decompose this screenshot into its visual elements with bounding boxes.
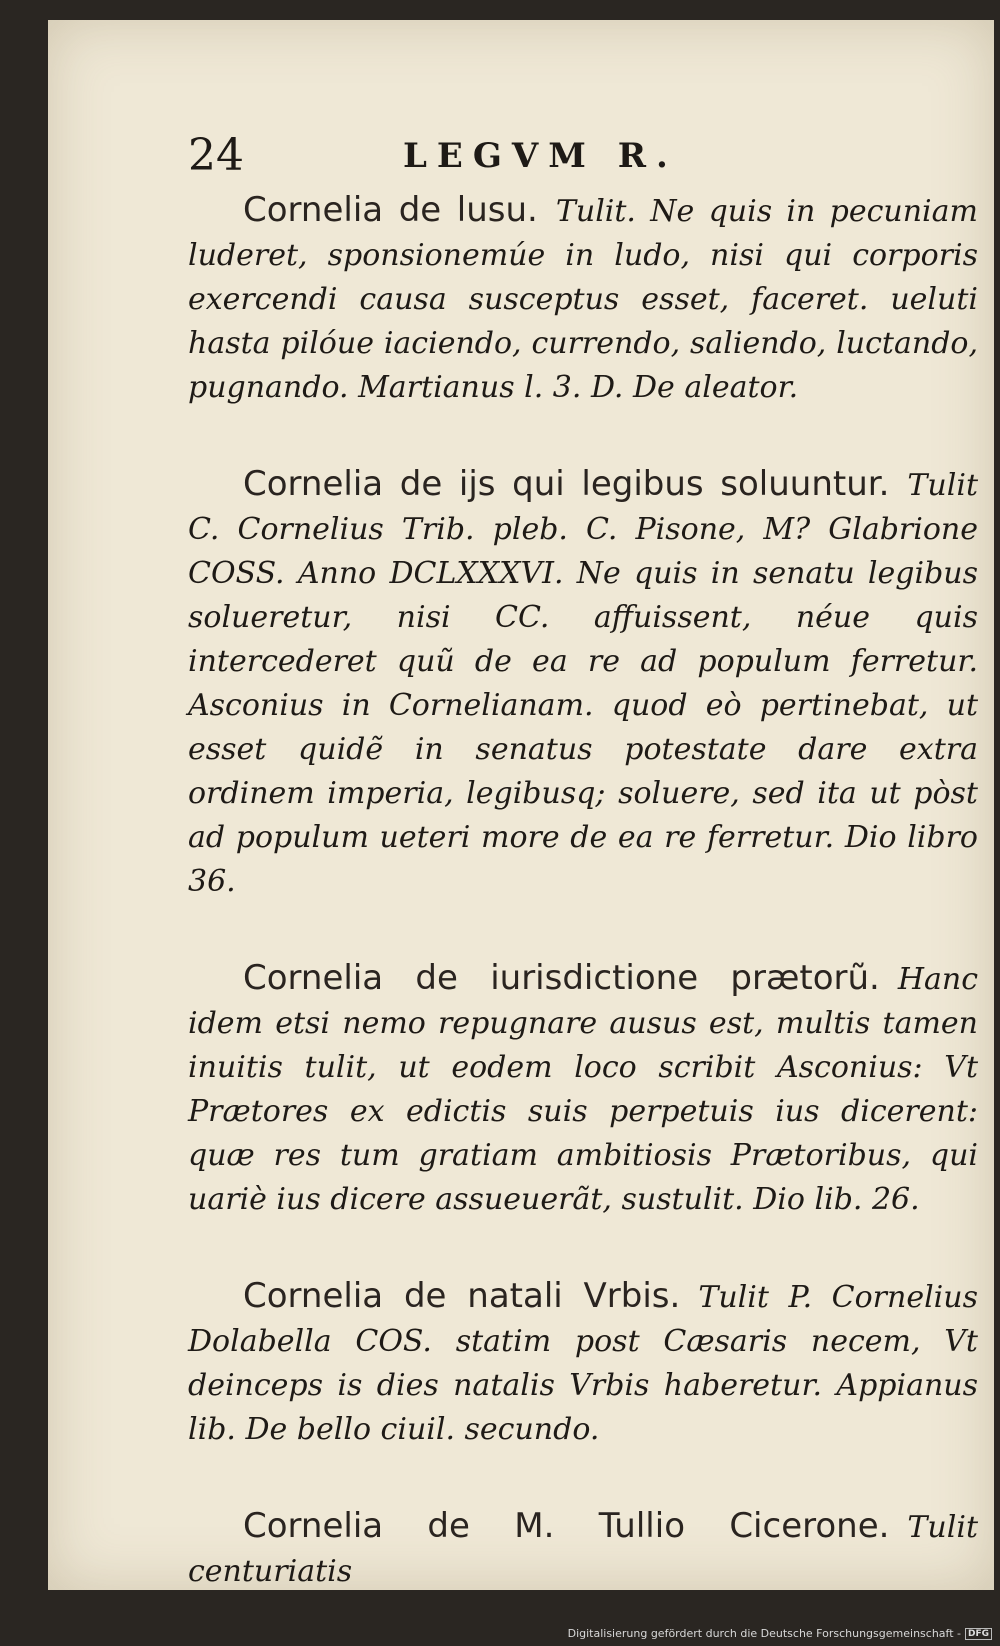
entry-title: Cornelia de ijs qui legibus soluuntur. — [243, 464, 890, 504]
dfg-logo-icon: DFG — [965, 1628, 992, 1640]
entry-body: Tulit centuriatis — [188, 1510, 978, 1589]
page-header — [188, 130, 908, 190]
entry-title: Cornelia de M. Tullio Cicerone. — [243, 1506, 890, 1546]
law-entry — [188, 1274, 978, 1452]
book-page — [48, 20, 994, 1590]
credit-text: Digitalisierung gefördert durch die Deutsche Forschungsgemeinschaft - — [567, 1627, 961, 1640]
law-entry — [188, 1504, 978, 1594]
entry-title: Cornelia de lusu. — [243, 190, 538, 230]
entry-title: Cornelia de natali Vrbis. — [243, 1276, 681, 1316]
entry-body: Tulit. Ne quis in pecuniam luderet, sponsionemúe in ludo, nisi qui corporis exercendi causa susceptus esset, faceret. ueluti hasta pilóue iaciendo, currendo, saliendo, luctando, pugnando. Martianus l. 3. D. De aleator. — [188, 194, 978, 405]
page-number: 24 — [188, 130, 244, 181]
digitization-credit — [568, 1627, 992, 1640]
entry-title: Cornelia de iurisdictione prætorũ. — [243, 958, 880, 998]
entry-body: Tulit C. Cornelius Trib. pleb. C. Pisone, M? Glabrione COSS. Anno DCLXXXVI. Ne quis in senatu legibus solueretur, nisi CC. affuissent, néue quis intercederet quũ de ea re ad populum ferretur. Asconius in Cornelianam. quod eò pertinebat, ut esset quidẽ in senatus potestate dare extra ordinem imperia, legibusq; soluere, sed ita ut pòst ad populum ueteri more de ea re ferretur. Dio libro 36. — [188, 468, 978, 899]
running-head: LEGVM R. — [403, 136, 678, 176]
entry-body: Tulit P. Cornelius Dolabella COS. statim post Cæsaris necem, Vt deinceps is dies natalis Vrbis haberetur. Appianus lib. De bello ciuil. secundo. — [188, 1280, 978, 1447]
law-entry — [188, 188, 978, 410]
entry-body: Hanc idem etsi nemo repugnare ausus est, multis tamen inuitis tulit, ut eodem loco scribit Asconius: Vt Prætores ex edictis suis perpetuis ius dicerent: quæ res tum gratiam ambitiosis Prætoribus, qui uariè ius dicere assueuerãt, sustulit. Dio lib. 26. — [188, 962, 978, 1217]
law-entries — [188, 188, 978, 1646]
law-entry — [188, 462, 978, 904]
law-entry — [188, 956, 978, 1222]
